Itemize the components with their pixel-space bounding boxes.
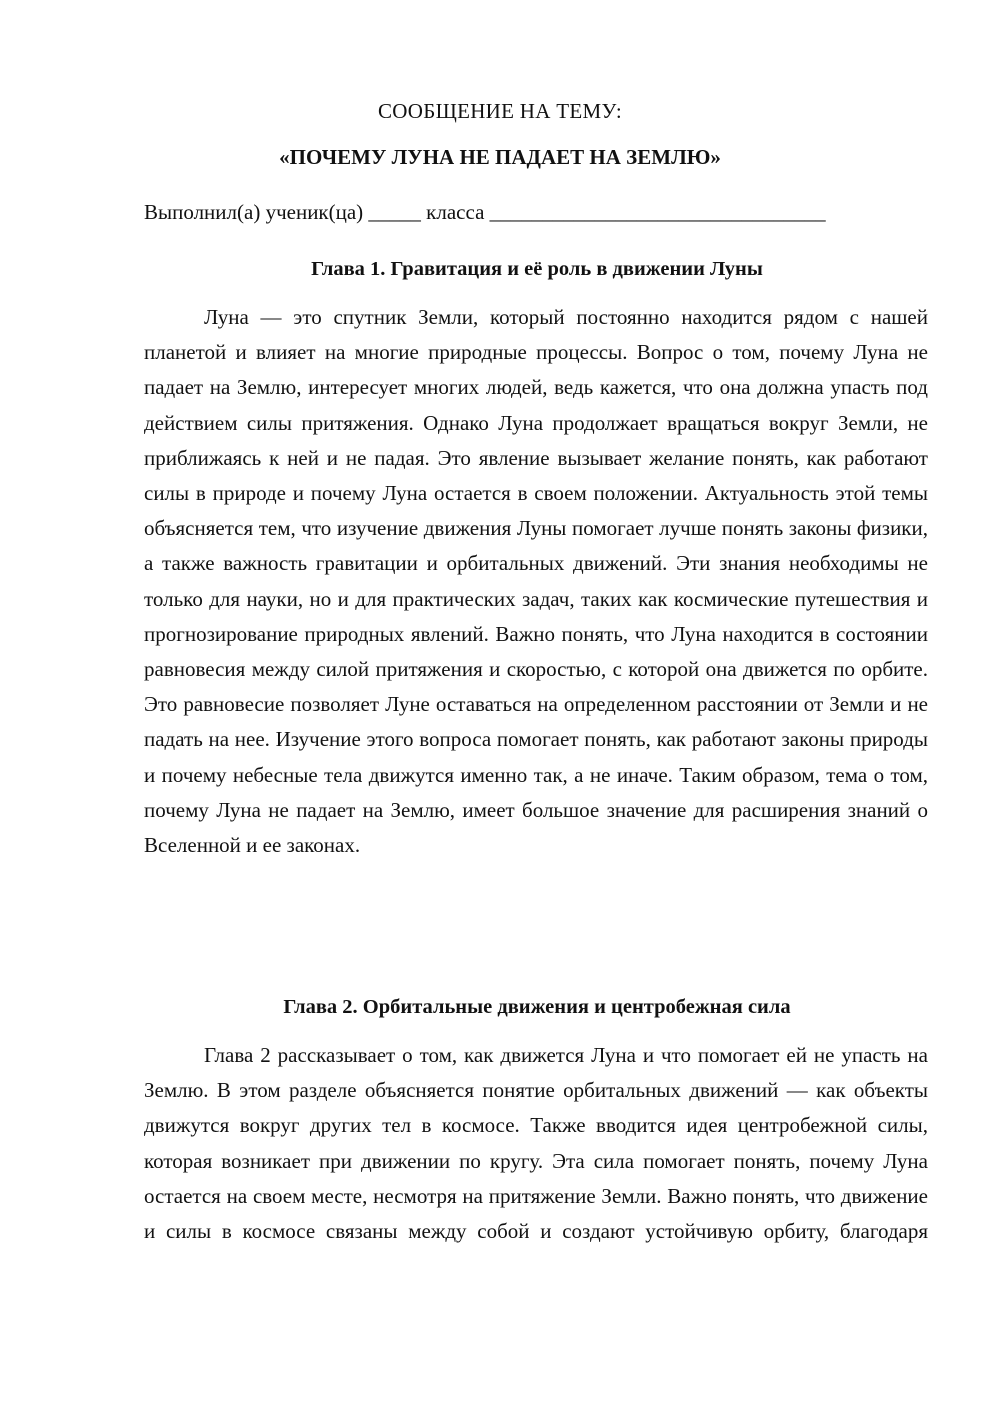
chapter-2-heading: Глава 2. Орбитальные движения и центробежная сила	[283, 996, 791, 1018]
document-title-line-2: «ПОЧЕМУ ЛУНА НЕ ПАДАЕТ НА ЗЕМЛЮ»	[279, 145, 721, 169]
chapter-1-paragraph: Луна — это спутник Земли, который постоянно находится рядом с нашей планетой и влияет на многие природные процессы. Вопрос о том, почему Луна не падает на Землю, интересует многих людей, ведь кажется, что она должна упасть под действием силы притяжения. Однако Луна продолжает вращаться вокруг Земли, не приближаясь к ней и не падая. Это явление вызывает желание понять, как работают силы в природе и почему Луна остается в своем положении. Актуальность этой темы объясняется тем, что изучение движения Луны помогает лучше понять законы физики, а также важность гравитации и орбитальных движений. Эти знания необходимы не только для науки, но и для практических задач, таких как космические путешествия и прогнозирование природных явлений. Важно понять, что Луна находится в состоянии равновесия между силой притяжения и скоростью, с которой она движется по орбите. Это равновесие позволяет Луне оставаться на определенном расстоянии от Земли и не падать на нее. Изучение этого вопроса помогает понять, как работают законы природы и почему небесные тела движутся именно так, а не иначе. Таким образом, тема о том, почему Луна не падает на Землю, имеет большое значение для расширения знаний о Вселенной и ее законах.	[144, 305, 928, 858]
chapter-1-heading: Глава 1. Гравитация и её роль в движении Луны	[311, 258, 763, 280]
author-line: Выполнил(а) ученик(ца) _____ класса ________________________________	[144, 200, 826, 224]
document-title-line-1: СООБЩЕНИЕ НА ТЕМУ:	[377, 99, 623, 123]
chapter-2-paragraph: Глава 2 рассказывает о том, как движется Луна и что помогает ей не упасть на Землю. В этом разделе объясняется понятие орбитальных движений — как объекты движутся вокруг других тел в космосе. Также вводится идея центробежной силы, которая возникает при движении по кругу. Эта сила помогает понять, почему Луна остается на своем месте, несмотря на притяжение Земли. Важно понять, что движение и силы в космосе связаны между собой и создают устойчивую орбиту, благодаря	[144, 1043, 928, 1244]
